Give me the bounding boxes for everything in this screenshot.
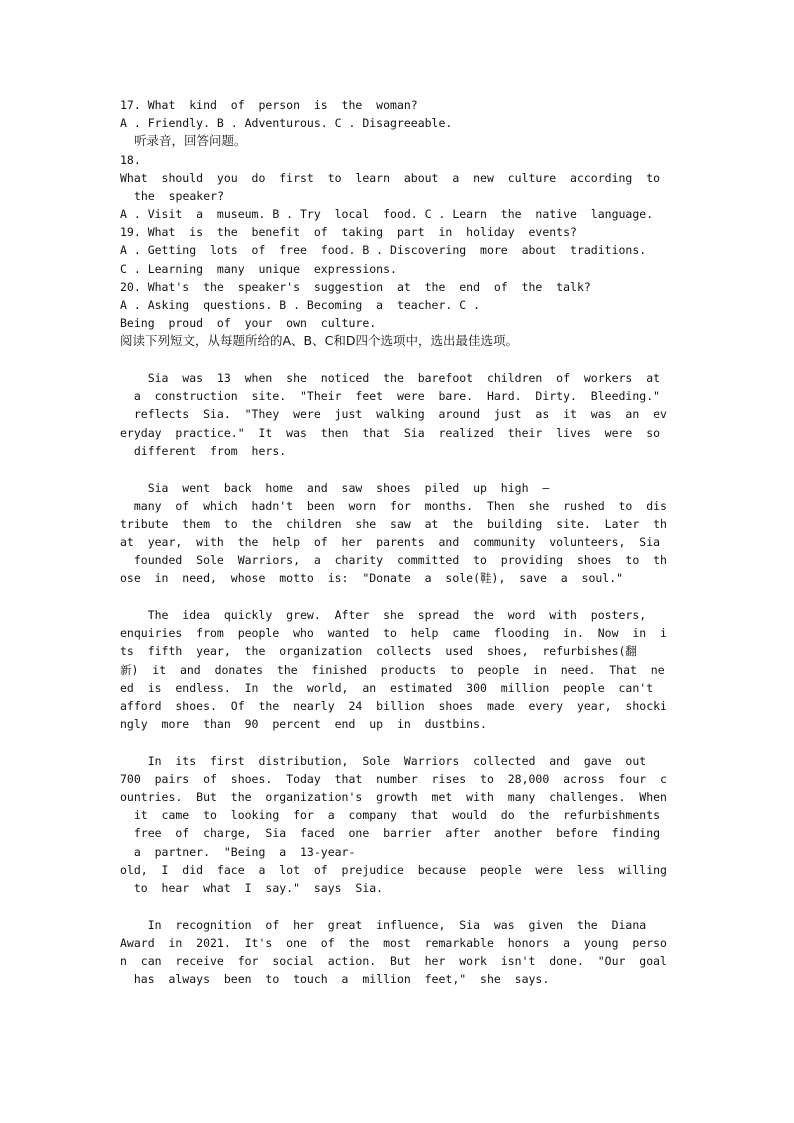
listening-instruction: 听录音，回答问题。	[134, 133, 247, 148]
passage-p4-line-2: 700 pairs of shoes. Today that number rises to 28,000 across four c	[120, 772, 667, 786]
question-18-options: A . Visit a museum. B . Try local food. C . Learn the native language.	[120, 207, 654, 221]
passage-p3-line-6: afford shoes. Of the nearly 24 billion shoes made every year, shocki	[120, 699, 667, 713]
passage-p4-line-6: a partner. "Being a 13-year-	[120, 845, 356, 859]
passage-p3-line-4: 新) it and donates the finished products to people in need. That ne	[120, 663, 665, 677]
question-20-options-ab: A . Asking questions. B . Becoming a teacher. C .	[120, 298, 481, 312]
passage-p3-line-5: ed is endless. In the world, an estimated 300 million people can't	[120, 681, 654, 695]
passage-p3-line-3: ts fifth year, the organization collects used shoes, refurbishes(翻	[120, 644, 637, 658]
question-19-options-ab: A . Getting lots of free food. B . Discovering more about traditions.	[120, 243, 647, 257]
question-20-stem: 20. What's the speaker's suggestion at the end of the talk?	[120, 280, 591, 294]
question-17-stem: 17. What kind of person is the woman?	[120, 98, 418, 112]
reading-instruction: 阅读下列短文，从每题所给的A、B、C和D四个选项中，选出最佳选项。	[120, 333, 518, 348]
passage-p4-line-8: to hear what I say." says Sia.	[120, 881, 384, 895]
passage-p4-line-4: it came to looking for a company that would do the refurbishments	[120, 808, 661, 822]
passage-p1-line-1: Sia was 13 when she noticed the barefoot children of workers at	[120, 371, 661, 385]
passage-p5-line-2: Award in 2021. It's one of the most remarkable honors a young perso	[120, 936, 667, 950]
passage-p4-line-7: old, I did face a lot of prejudice because people were less willing	[120, 863, 667, 877]
passage-p3-line-7: ngly more than 90 percent end up in dustbins.	[120, 717, 487, 731]
passage-p3-line-2: enquiries from people who wanted to help came flooding in. Now in i	[120, 626, 667, 640]
question-19-option-c: C . Learning many unique expressions.	[120, 262, 397, 276]
passage-p1-line-5: different from hers.	[120, 444, 287, 458]
passage-p3-line-1: The idea quickly grew. After she spread the word with posters,	[120, 608, 647, 622]
passage-p4-line-3: ountries. But the organization's growth met with many challenges. When	[120, 790, 667, 804]
passage-p5-line-4: has always been to touch a million feet," she says.	[120, 972, 550, 986]
passage-p1-line-2: a construction site. "Their feet were bare. Hard. Dirty. Bleeding."	[120, 389, 661, 403]
passage-p4-line-5: free of charge, Sia faced one barrier after another before finding	[120, 826, 661, 840]
question-17-options: A . Friendly. B . Adventurous. C . Disagreeable.	[120, 116, 453, 130]
question-18-stem-continued: the speaker?	[134, 189, 225, 203]
question-20-option-c: Being proud of your own culture.	[120, 316, 377, 330]
passage-p2-line-4: at year, with the help of her parents and community volunteers, Sia	[120, 535, 661, 549]
question-18-number: 18.	[120, 153, 141, 167]
passage-p5-line-1: In recognition of her great influence, Sia was given the Diana	[120, 918, 647, 932]
question-18-stem: What should you do first to learn about a new culture according to	[120, 171, 661, 185]
passage-p2-line-3: tribute them to the children she saw at the building site. Later th	[120, 517, 667, 531]
question-19-stem: 19. What is the benefit of taking part in holiday events?	[120, 225, 577, 239]
passage-p2-line-1: Sia went back home and saw shoes piled up high —	[120, 481, 550, 495]
passage-p5-line-3: n can receive for social action. But her work isn't done. "Our goal	[120, 954, 667, 968]
passage-p4-line-1: In its first distribution, Sole Warriors collected and gave out	[120, 754, 647, 768]
passage-p2-line-2: many of which hadn't been worn for months. Then she rushed to dis	[120, 499, 667, 513]
passage-p2-line-6: ose in need, whose motto is: "Donate a sole(鞋), save a soul."	[120, 571, 624, 585]
passage-p1-line-4: eryday practice." It was then that Sia realized their lives were so	[120, 426, 661, 440]
passage-p2-line-5: founded Sole Warriors, a charity committed to providing shoes to th	[120, 553, 667, 567]
passage-p1-line-3: reflects Sia. "They were just walking around just as it was an ev	[120, 407, 667, 421]
